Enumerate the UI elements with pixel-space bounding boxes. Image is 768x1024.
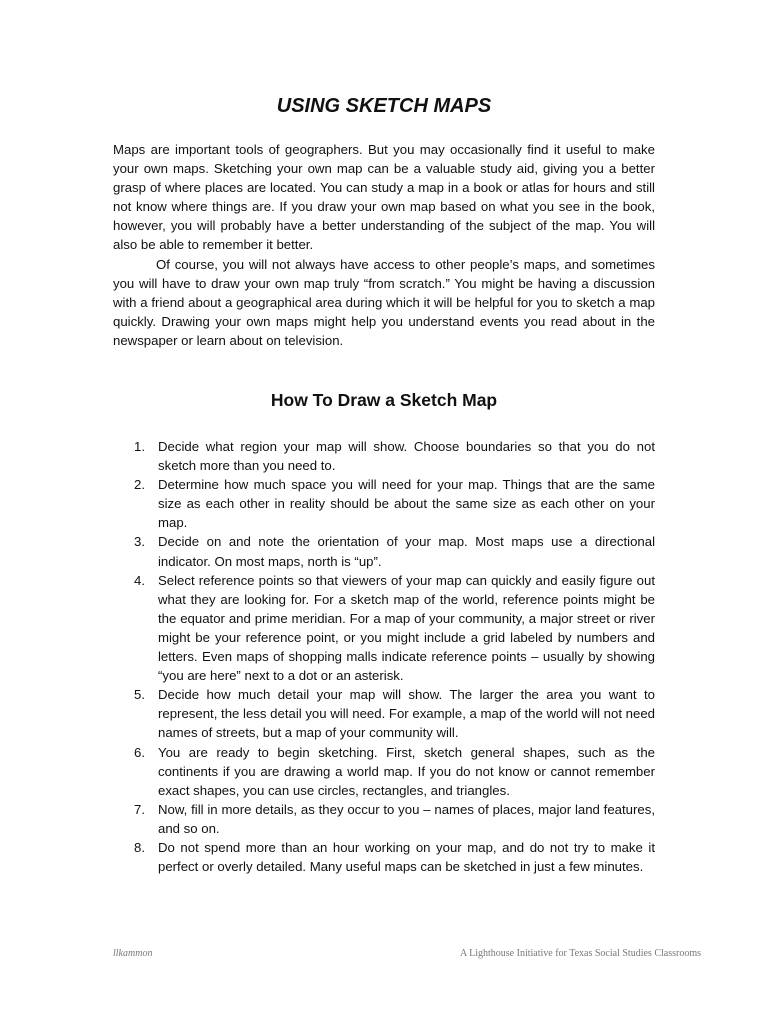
step-number: 3. [134, 534, 145, 550]
footer-author: llkammon [113, 948, 153, 959]
step-number: 5. [134, 687, 145, 703]
list-item [113, 800, 655, 838]
list-item [113, 743, 655, 800]
step-number: 8. [134, 839, 145, 855]
step-text: Select reference points so that viewers of your map can quickly and easily figure out what they are looking for. For a sketch map of the world, reference points might be the equator and prime meridian. For a map of your community, a major street or river might be your reference point, or you might include a grid labeled by numbers and letters. Even maps of shopping malls indicate reference points – usually by showing “you are here” next to a dot or an asterisk. [158, 572, 655, 684]
step-text: Decide on and note the orientation of your map. Most maps use a directional indicator. On most maps, north is “up”. [158, 534, 655, 569]
step-number: 1. [134, 439, 145, 454]
intro-paragraph: Maps are important tools of geographers. But you may occasionally find it useful to make your own maps. Sketching your own map can be a valuable study aid, giving you a better grasp of where places are located. You can study a map in a book or atlas for hours and still not know where things are. If you draw your own map based on what you see in the book, however, you will probably have a better understanding of the subject of the map. You will also be able to remember it better. [113, 142, 655, 253]
list-item [113, 685, 655, 742]
step-number: 7. [134, 801, 145, 817]
step-number: 4. [134, 572, 145, 588]
intro-section [113, 140, 655, 350]
list-item [113, 838, 655, 876]
list-item [113, 437, 655, 475]
step-text: Decide what region your map will show. Choose boundaries so that you do not sketch more than you need to. [158, 439, 655, 474]
list-item [113, 532, 655, 570]
step-number: 2. [134, 477, 145, 493]
step-number: 6. [134, 744, 145, 760]
list-item [113, 475, 655, 532]
steps-list [113, 437, 655, 876]
step-text: Now, fill in more details, as they occur to you – names of places, major land features, and so on. [158, 801, 655, 836]
intro-paragraph: Of course, you will not always have access to other people’s maps, and sometimes you will have to draw your own map truly “from scratch.” You might be having a discussion with a friend about a geographical area during which it will be helpful for you to sketch a map quickly. Drawing your own maps might help you understand events you read about in the newspaper or learn about on television. [113, 256, 655, 348]
section-heading: How To Draw a Sketch Map [270, 390, 498, 410]
step-text: Decide how much detail your map will show. The larger the area you want to represent, the less detail you will need. For example, a map of the world will not need names of streets, but a map of your community will. [158, 687, 655, 741]
step-text: Do not spend more than an hour working on your map, and do not try to make it perfect or overly detailed. Many useful maps can be sketched in just a few minutes. [158, 839, 655, 875]
list-item [113, 571, 655, 686]
step-text: You are ready to begin sketching. First, sketch general shapes, such as the continents if you are drawing a world map. If you do not know or cannot remember exact shapes, you can use circles, rectangles, and triangles. [158, 744, 655, 798]
page-title: USING SKETCH MAPS [276, 95, 492, 117]
footer-credit: A Lighthouse Initiative for Texas Social Studies Classrooms [459, 948, 701, 959]
step-text: Determine how much space you will need for your map. Things that are the same size as each other in reality should be about the same size as each other on your map. [158, 477, 655, 531]
